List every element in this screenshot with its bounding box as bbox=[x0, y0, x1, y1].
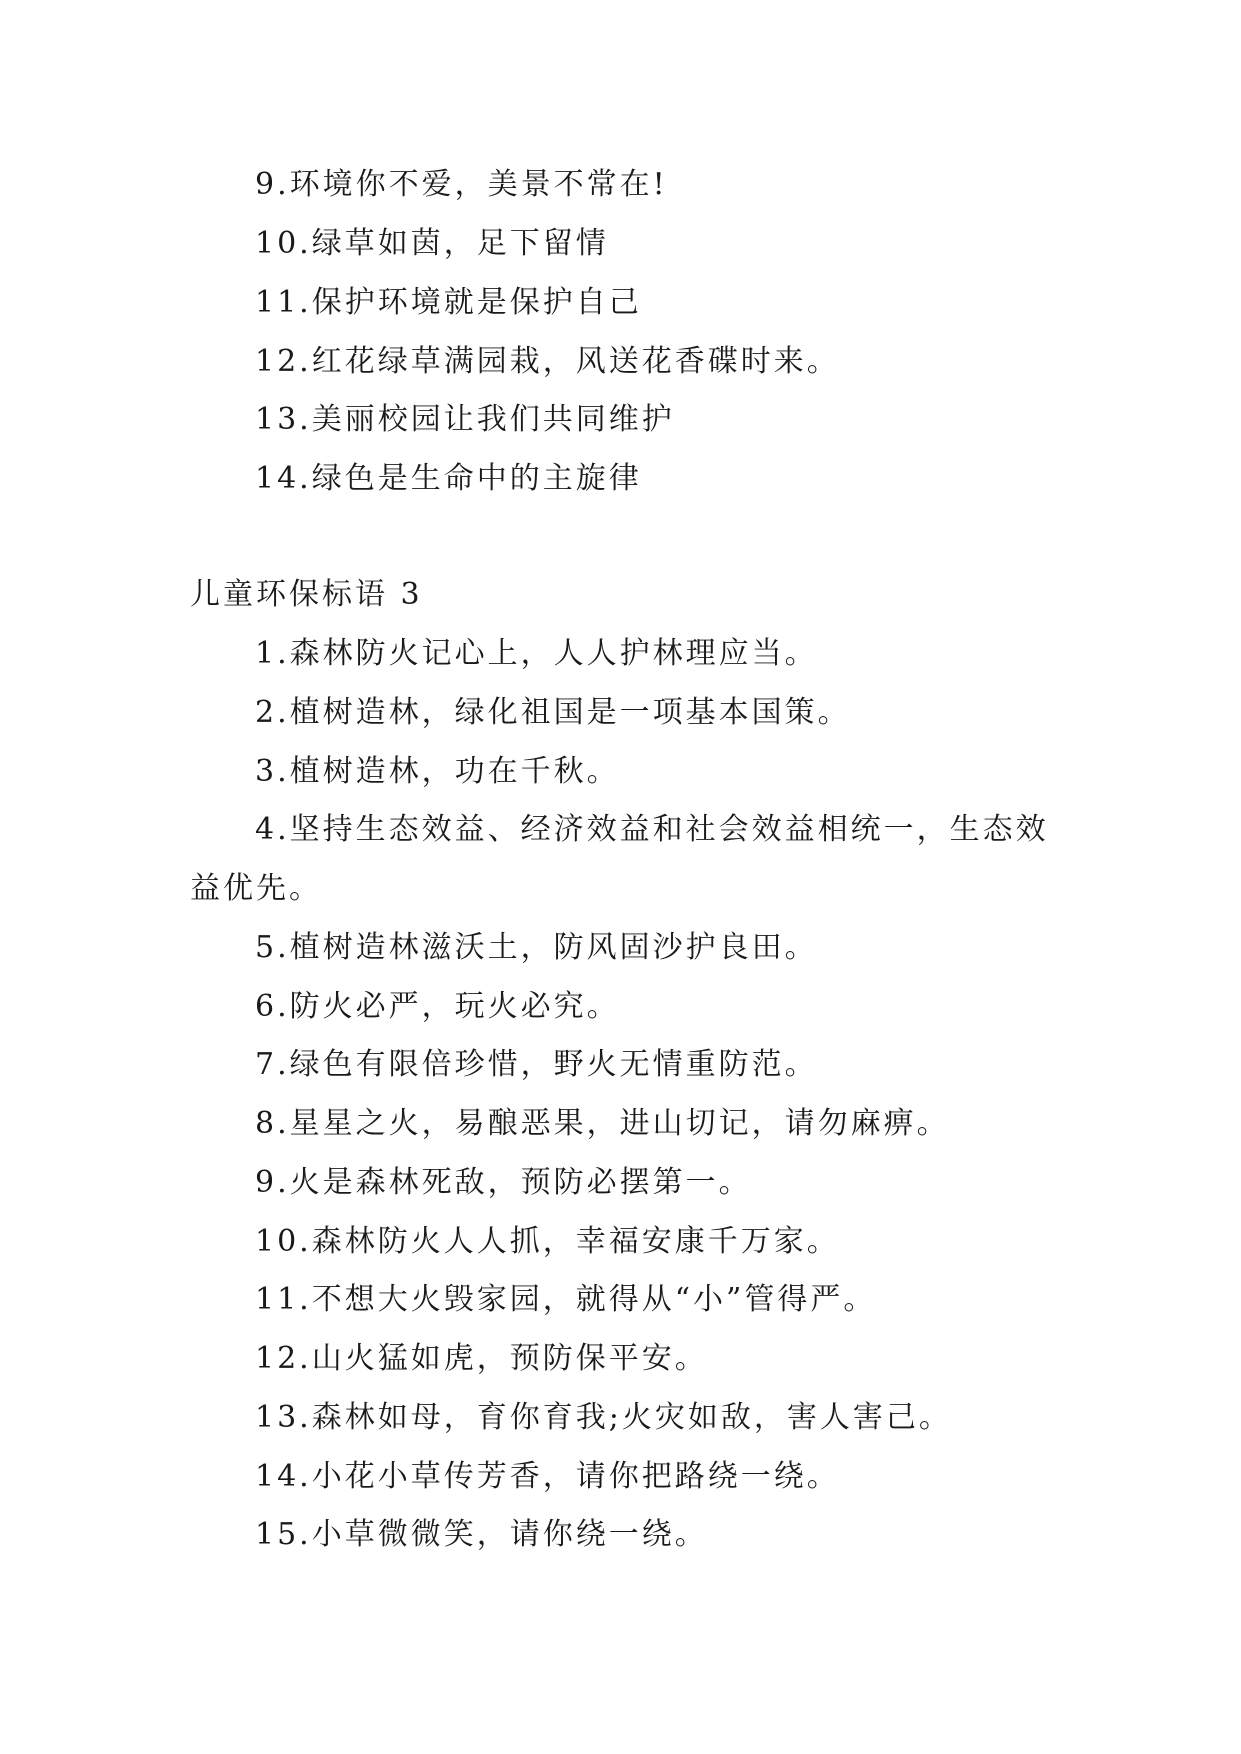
slogan-line-continued: 益优先。 bbox=[190, 871, 322, 906]
slogan-line: 10.森林防火人人抓，幸福安康千万家。 bbox=[255, 1224, 840, 1259]
slogan-line: 10.绿草如茵，足下留情 bbox=[255, 226, 609, 261]
slogan-line: 14.绿色是生命中的主旋律 bbox=[255, 461, 642, 496]
slogan-line: 2.植树造林，绿化祖国是一项基本国策。 bbox=[255, 695, 851, 730]
section-heading: 儿童环保标语 3 bbox=[190, 577, 423, 612]
slogan-line: 12.山火猛如虎，预防保平安。 bbox=[255, 1341, 708, 1376]
slogan-line: 15.小草微微笑，请你绕一绕。 bbox=[255, 1517, 708, 1552]
slogan-line: 3.植树造林，功在千秋。 bbox=[255, 754, 620, 789]
slogan-line: 14.小花小草传芳香，请你把路绕一绕。 bbox=[255, 1459, 840, 1494]
slogan-line: 4.坚持生态效益、经济效益和社会效益相统一，生态效 bbox=[255, 812, 1049, 847]
slogan-line: 5.植树造林滋沃土，防风固沙护良田。 bbox=[255, 930, 818, 965]
slogan-line: 7.绿色有限倍珍惜，野火无情重防范。 bbox=[255, 1047, 818, 1082]
slogan-line: 12.红花绿草满园栽，风送花香碟时来。 bbox=[255, 344, 840, 379]
slogan-line: 9.火是森林死敌，预防必摆第一。 bbox=[255, 1165, 752, 1200]
slogan-line: 6.防火必严，玩火必究。 bbox=[255, 989, 620, 1024]
slogan-line: 13.森林如母，育你育我;火灾如敌，害人害己。 bbox=[255, 1400, 952, 1435]
slogan-line: 11.保护环境就是保护自己 bbox=[255, 285, 642, 320]
slogan-line: 8.星星之火，易酿恶果，进山切记，请勿麻痹。 bbox=[255, 1106, 950, 1141]
slogan-line: 1.森林防火记心上，人人护林理应当。 bbox=[255, 636, 818, 671]
slogan-line: 13.美丽校园让我们共同维护 bbox=[255, 402, 675, 437]
slogan-line: 9.环境你不爱，美景不常在! bbox=[255, 167, 668, 202]
slogan-line: 11.不想大火毁家园，就得从“小”管得严。 bbox=[255, 1282, 877, 1317]
